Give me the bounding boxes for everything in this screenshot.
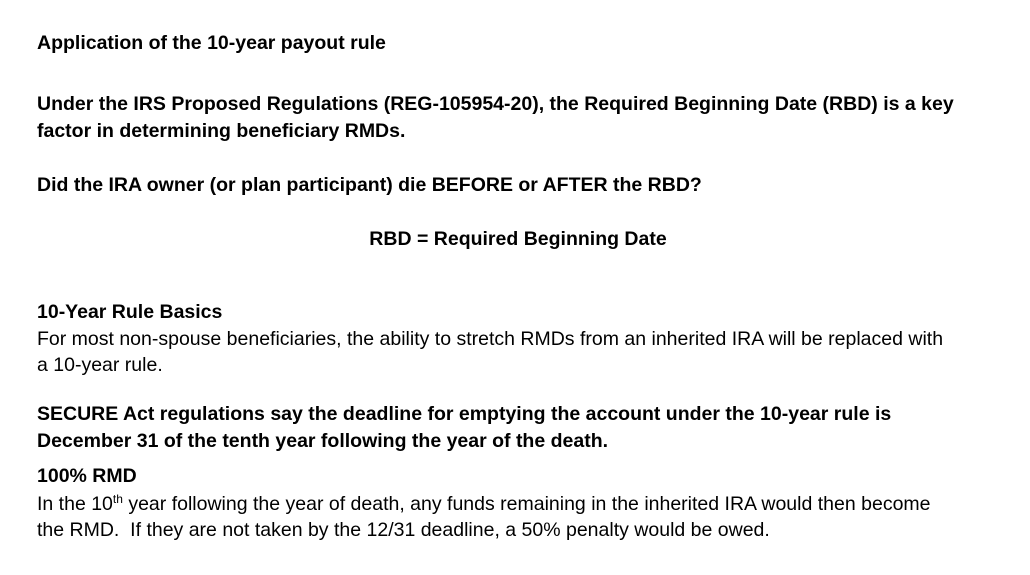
rmd-line-1 (37, 491, 931, 519)
secure-act-line-2: December 31 of the tenth year following the year of the death. (37, 430, 609, 452)
basics-line-1: For most non-spouse beneficiaries, the ability to stretch RMDs from an inherited IRA will be replaced with (37, 328, 944, 350)
basics-line-2: a 10-year rule. (37, 354, 163, 376)
rmd-line-1-prefix: In the 10 (37, 493, 113, 515)
rmd-heading: 100% RMD (37, 465, 137, 487)
rbd-definition: RBD = Required Beginning Date (369, 228, 667, 250)
rbd-question: Did the IRA owner (or plan participant) die BEFORE or AFTER the RBD? (37, 174, 702, 196)
basics-heading: 10-Year Rule Basics (37, 301, 223, 323)
page-title: Application of the 10-year payout rule (37, 32, 386, 54)
secure-act-line-1: SECURE Act regulations say the deadline for emptying the account under the 10-year rule is (37, 403, 892, 425)
ordinal-suffix: th (112, 492, 123, 506)
rmd-line-2: the RMD. If they are not taken by the 12/31 deadline, a 50% penalty would be owed. (37, 519, 770, 541)
rmd-line-1-suffix: year following the year of death, any funds remaining in the inherited IRA would then become (122, 493, 931, 515)
intro-line-2: factor in determining beneficiary RMDs. (37, 120, 406, 142)
intro-line-1: Under the IRS Proposed Regulations (REG-105954-20), the Required Beginning Date (RBD) is a key (37, 93, 954, 115)
